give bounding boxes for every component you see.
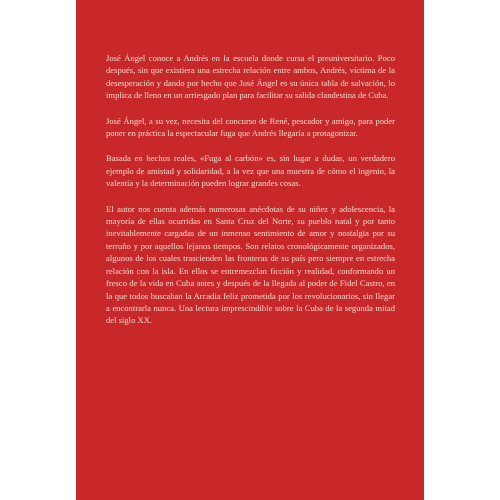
synopsis-paragraph-4: El autor nos cuenta además numerosas anécdotas de su niñez y adolescencia, la mayoría de ellas ocurridas en Santa Cruz del Norte, su pueblo natal y por tanto inevitablemente cargadas de un inmenso sentimiento de amor y nostalgia por su terruño y por aquellos lejanos tiempos. Son relatos cronológicamente organizados, algunos de los cuales trascienden las fronteras de su país pero siempre en estrecha relación con la isla. En ellos se entremezclan ficción y realidad, conformando un fresco de la vida en Cuba antes y después de la llegada al poder de Fidel Castro, en la que todos buscaban la Arcadia feliz prometida por los revolucionarios, sin llegar a encontrarla nunca. Una lectura imprescindible sobre la Cuba de la segunda mitad del siglo XX. — [106, 203, 395, 326]
synopsis-text — [106, 52, 395, 340]
synopsis-paragraph-1: José Ángel conoce a Andrés en la escuela donde cursa el preuniversitario. Poco después, sin que existiera una estrecha relación entre ambos, Andrés, víctima de la desesperación y dando por hecho que José Ángel es su única tabla de salvación, lo implica de lleno en un arriesgado plan para facilitar su salida clandestina de Cuba. — [106, 53, 395, 101]
synopsis-paragraph-2: José Ángel, a su vez, necesita del concurso de René, pescador y amigo, para poder poner en práctica la espectacular fuga que Andrés llegaría a protagonizar. — [106, 115, 395, 139]
synopsis-paragraph-3: Basada en hechos reales, «Fuga al carbón» es, sin lugar a dudas, un verdadero ejemplo de amistad y solidaridad, a la vez que una muestra de cómo el ingenio, la valentía y la determinación pueden lograr grandes cosas. — [106, 153, 395, 189]
back-cover — [76, 0, 424, 500]
